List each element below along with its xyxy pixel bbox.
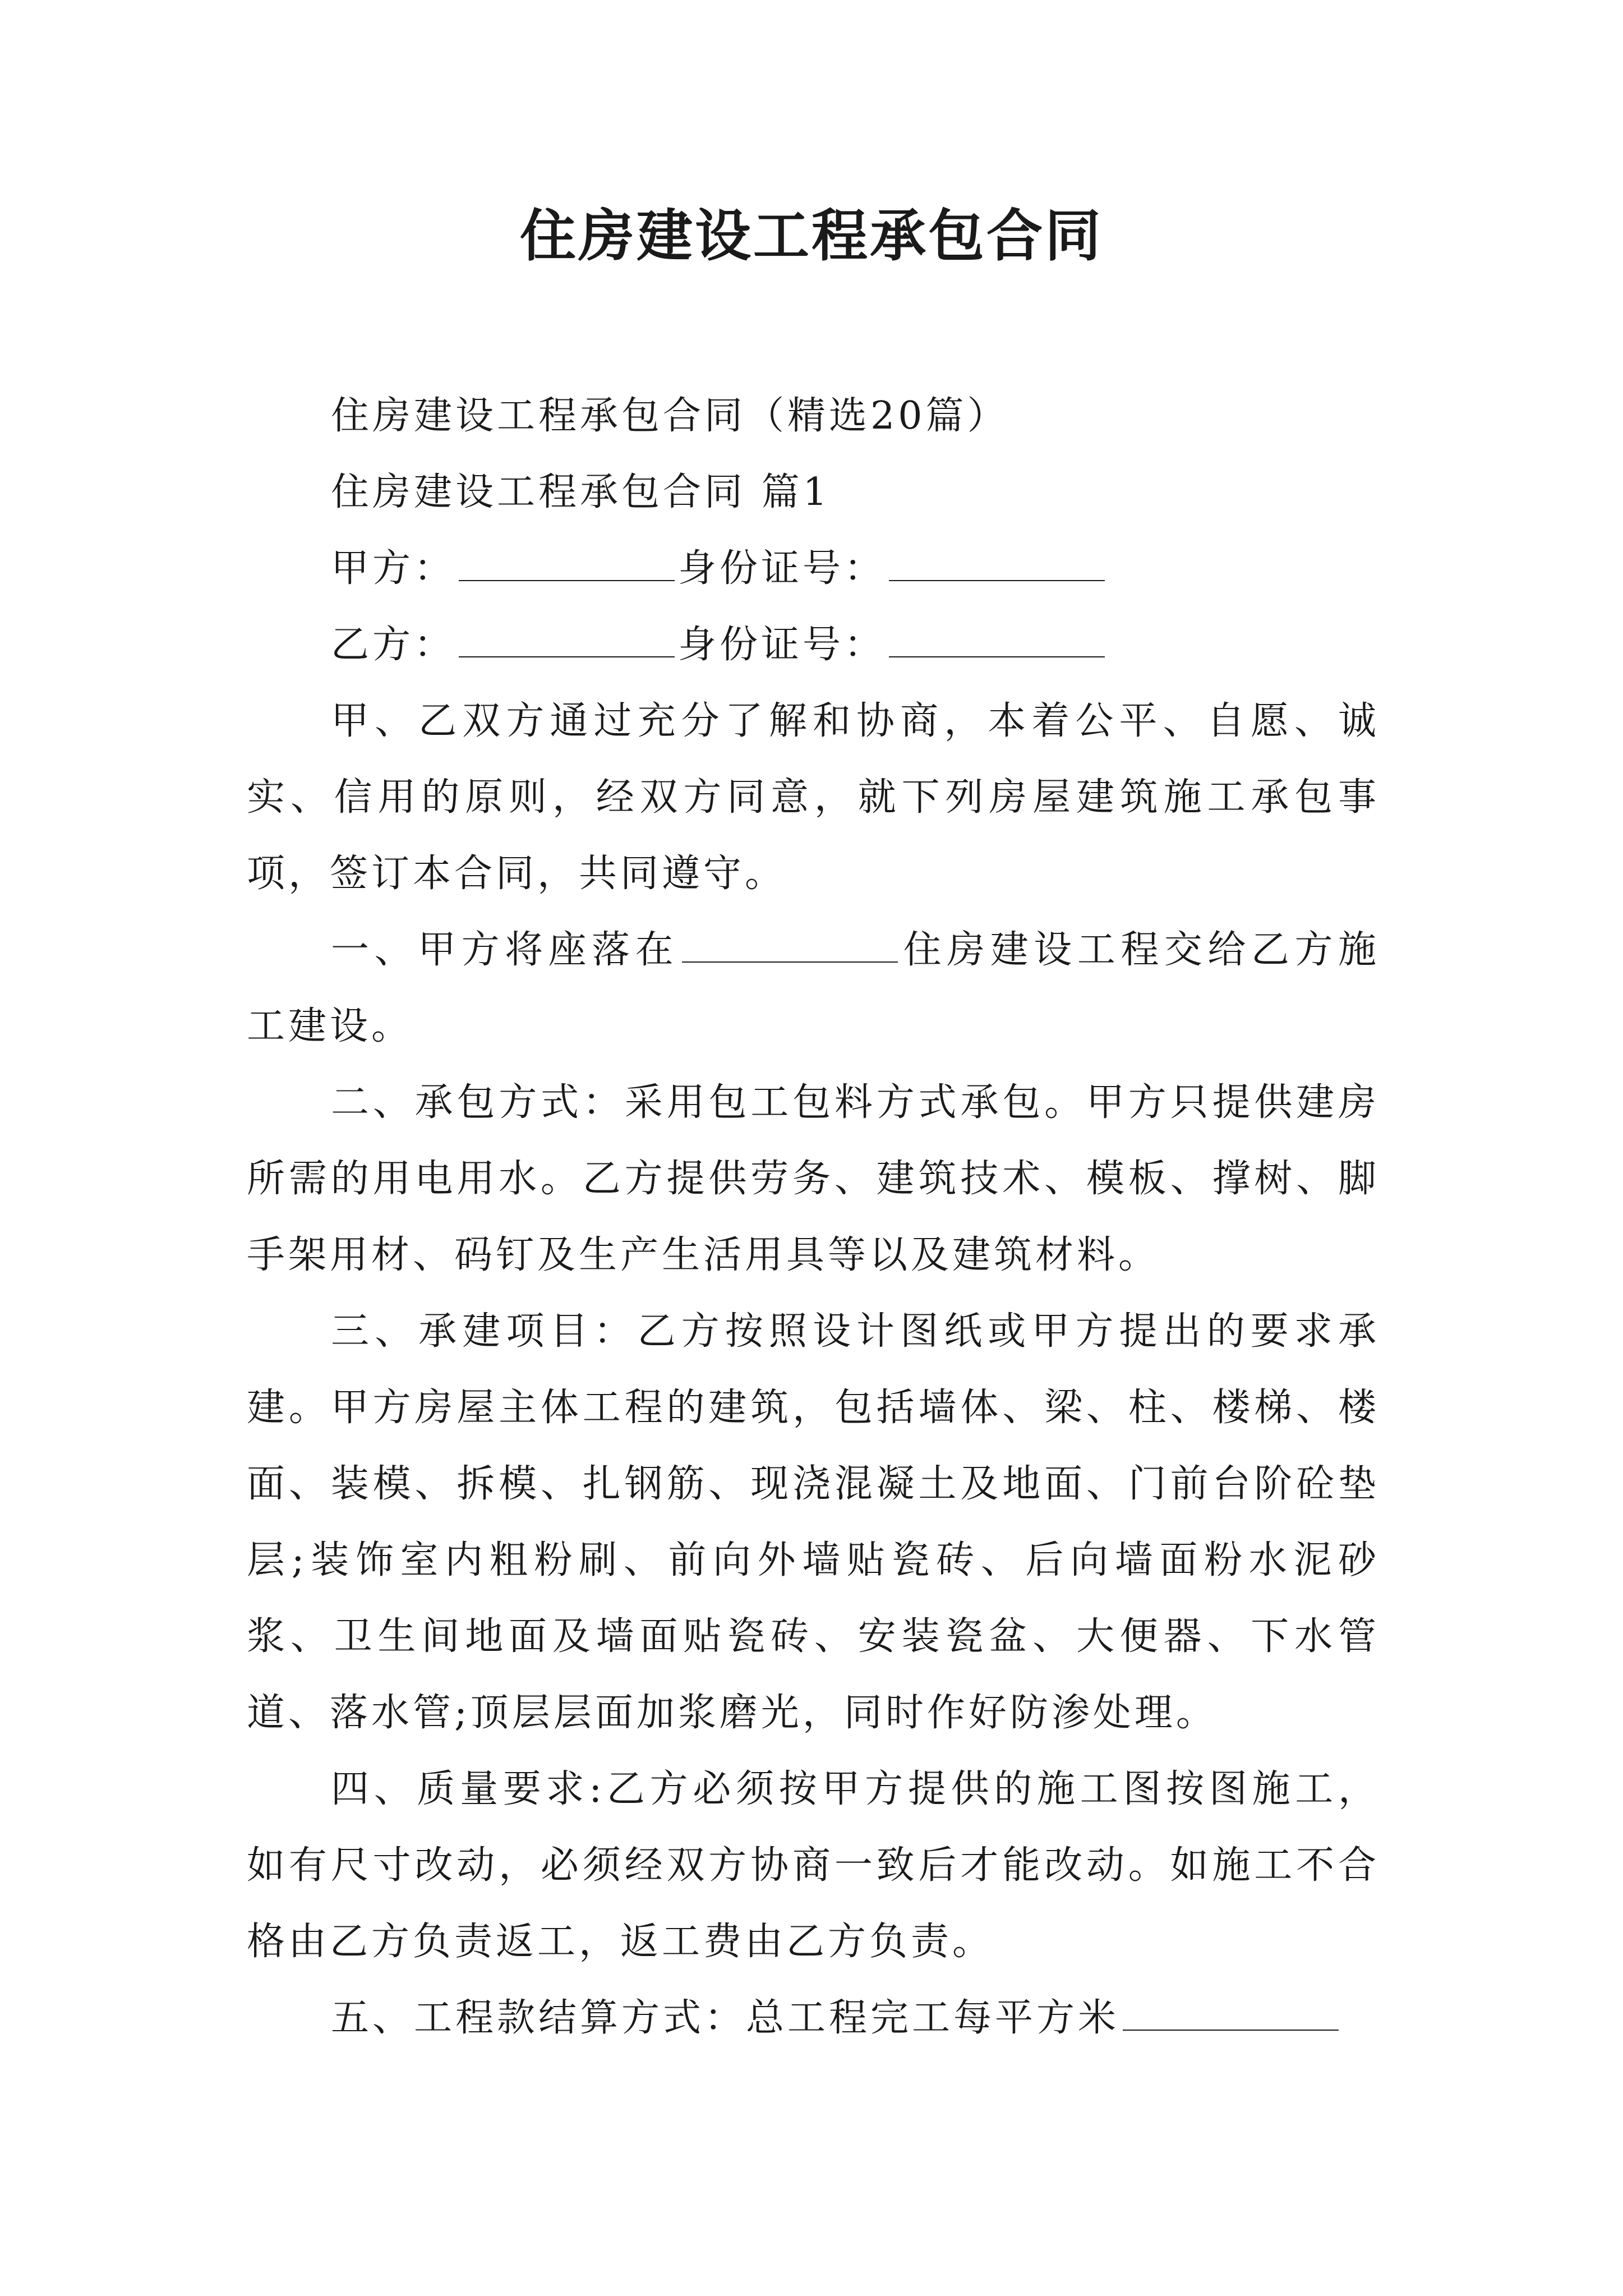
- party-b-label: 乙方：: [331, 623, 456, 667]
- clause-1-text-before: 一、甲方将座落在: [331, 928, 679, 972]
- clause-4: 四、质量要求:乙方必须按甲方提供的施工图按图施工，如有尺寸改动，必须经双方协商一致后才能改动。如施工不合格由乙方负责返工，返工费由乙方负责。: [247, 1767, 1380, 1964]
- party-a-line: [247, 531, 1380, 607]
- clause-1-text-after: 住房建设工程交给乙方施工建设。: [247, 928, 1380, 1048]
- party-b-name-blank: [459, 623, 675, 657]
- clause-2: 二、承包方式：采用包工包料方式承包。甲方只提供建房所需的用电用水。乙方提供劳务、建筑技术、模板、撑树、脚手架用材、码钉及生产生活用具等以及建筑材料。: [247, 1080, 1380, 1277]
- clause-1: [247, 912, 1380, 1065]
- party-a-id-blank: [889, 546, 1105, 581]
- party-a-id-label: 身份证号：: [678, 546, 886, 591]
- location-blank: [682, 928, 898, 963]
- subtitle: 住房建设工程承包合同（精选20篇）: [331, 394, 1009, 438]
- document-body: [247, 378, 1380, 2056]
- clause-3: 三、承建项目：乙方按照设计图纸或甲方提出的要求承建。甲方房屋主体工程的建筑，包括墙体、梁、柱、楼梯、楼面、装模、拆模、扎钢筋、现浇混凝土及地面、门前台阶砼垫层;装饰室内粗粉刷、前向外墙贴瓷砖、后向墙面粉水泥砂浆、卫生间地面及墙面贴瓷砖、安装瓷盆、大便器、下水管道、落水管;顶层层面加浆磨光，同时作好防渗处理。: [247, 1309, 1380, 1735]
- party-b-id-blank: [889, 623, 1105, 657]
- section-heading: 住房建设工程承包合同 篇1: [331, 470, 831, 514]
- party-b-id-label: 身份证号：: [678, 623, 886, 667]
- clause-5-text: 五、工程款结算方式：总工程完工每平方米: [331, 1996, 1120, 2040]
- party-a-name-blank: [459, 546, 675, 581]
- party-a-label: 甲方：: [331, 546, 456, 591]
- price-blank: [1123, 1996, 1339, 2031]
- intro-paragraph: 甲、乙双方通过充分了解和协商，本着公平、自愿、诚实、信用的原则，经双方同意，就下列房屋建筑施工承包事项，签订本合同，共同遵守。: [247, 699, 1380, 896]
- party-b-line: [247, 607, 1380, 683]
- document-title: 住房建设工程承包合同: [520, 203, 1103, 269]
- clause-5: [247, 1980, 1380, 2056]
